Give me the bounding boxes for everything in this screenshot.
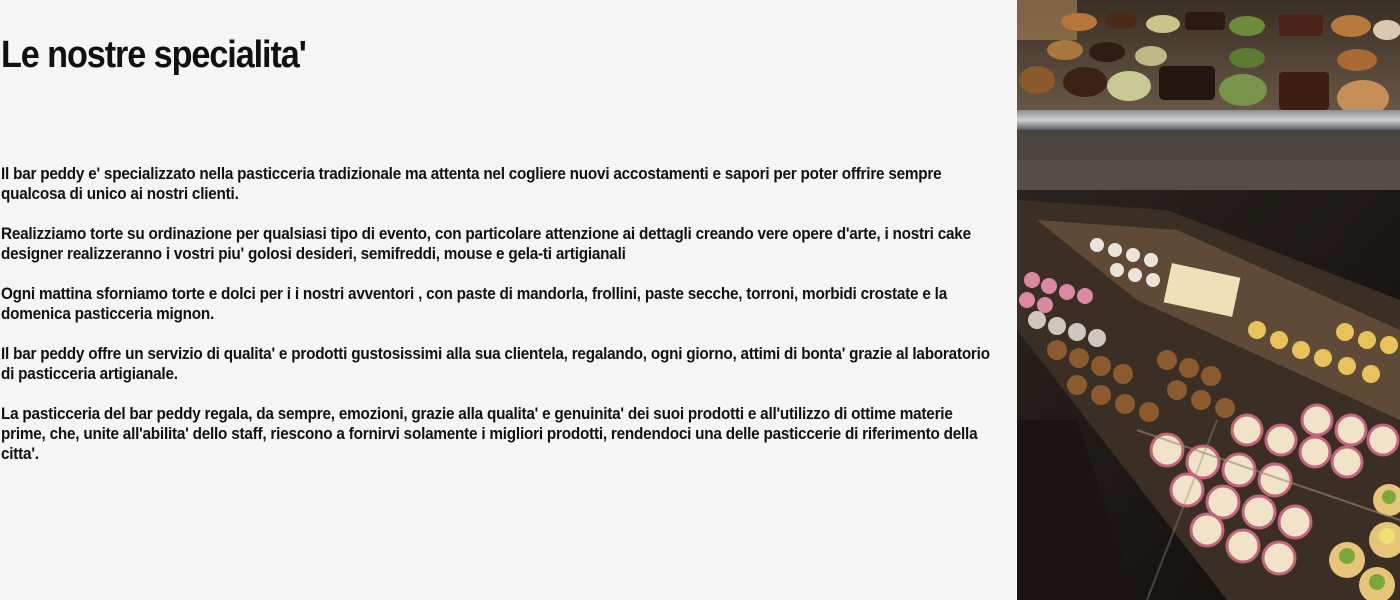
paragraph-quality-service: Il bar peddy offre un servizio di qualita' e prodotti gustosissimi alla sua clientela, regalando, ogni giorno, attimi di bonta' grazie al laboratorio di pasticceria artigianale. xyxy=(1,344,990,383)
specialties-description xyxy=(1,164,998,484)
paragraph-tradition: Il bar peddy e' specializzato nella pasticceria tradizionale ma attenta nel cogliere nuovi accostamenti e sapori per poter offrire sempre qualcosa di unico ai nostri clienti. xyxy=(1,164,942,203)
paragraph-daily-baking: Ogni mattina sforniamo torte e dolci per i i nostri avventori , con paste di mandorla, frollini, paste secche, torroni, morbidi crostate e la domenica pasticceria mignon. xyxy=(1,284,947,323)
paragraph-raw-materials: La pasticceria del bar peddy regala, da sempre, emozioni, grazie alla qualita' e genuinita' dei suoi prodotti e all'utilizzo di ottime materie prime, che, unite all'abilita' dello staff, riescono a fornirvi solamente i migliori prodotti, rendendoci una delle pasticcerie di riferimento della citta'. xyxy=(1,404,978,463)
pastry-display-photo xyxy=(1017,0,1400,600)
page-title: Le nostre specialita' xyxy=(1,34,306,76)
pastry-display-illustration xyxy=(1017,0,1400,600)
paragraph-custom-cakes: Realizziamo torte su ordinazione per qualsiasi tipo di evento, con particolare attenzione ai dettagli creando vere opere d'arte, i nostri cake designer realizzeranno i vostri piu' golosi desideri, semifreddi, mouse e gela-ti artigianali xyxy=(1,224,971,263)
